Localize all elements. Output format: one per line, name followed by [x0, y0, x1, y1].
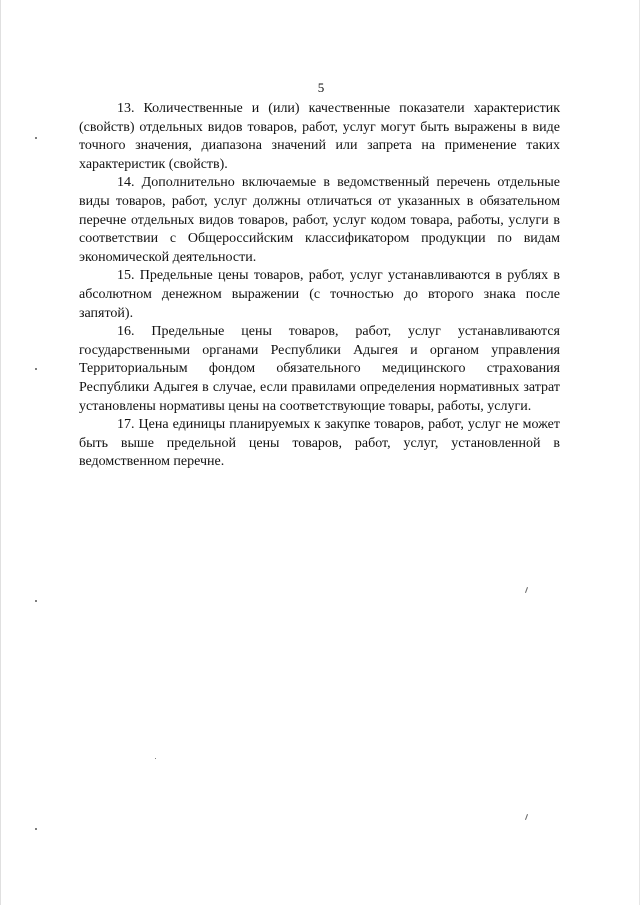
paragraph-15: 15. Предельные цены товаров, работ, услуг устанавливаются в рублях в абсолютном денежном выражении (с точностью до второго знака после запятой). — [79, 268, 560, 321]
document-body — [79, 100, 560, 472]
scan-speck — [155, 758, 156, 759]
paragraph-17: 17. Цена единицы планируемых к закупке товаров, работ, услуг не может быть выше предельной цены товаров, работ, услуг, установленной в ведомственном перечне. — [79, 417, 560, 470]
scan-speck — [35, 600, 37, 602]
paragraph-14: 14. Дополнительно включаемые в ведомственный перечень отдельные виды товаров, работ, услуг должны отличаться от указанных в обязательном перечне отдельных видов товаров, работ, услуг кодом товара, работы, услуги в соответствии с Общероссийским классификатором продукции по видам экономической деятельности. — [79, 175, 560, 265]
paragraph-16: 16. Предельные цены товаров, работ, услуг устанавливаются государственными органами Республики Адыгея и органом управления Территориальным фондом обязательного медицинского страхования Республики Адыгея в случае, если правилами определения нормативных затрат установлены нормативы цены на соответствующие товары, работы, услуги. — [79, 324, 560, 414]
scan-mark — [525, 587, 528, 593]
paragraph-13: 13. Количественные и (или) качественные показатели характеристик (свойств) отдельных видов товаров, работ, услуг могут быть выражены в виде точного значения, диапазона значений или запрета на применение таких характеристик (свойств). — [79, 101, 560, 172]
scan-speck — [35, 828, 37, 830]
scan-mark — [525, 814, 528, 820]
scan-speck — [35, 368, 37, 370]
page-number: 5 — [317, 80, 325, 95]
scan-speck — [35, 137, 37, 139]
